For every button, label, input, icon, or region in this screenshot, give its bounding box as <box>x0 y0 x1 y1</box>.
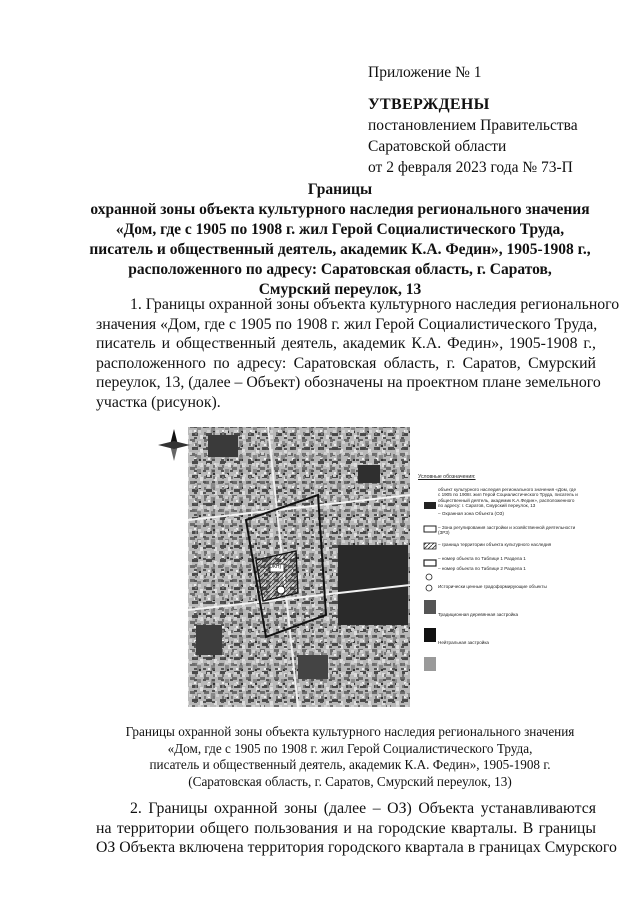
legend-item: – номер объекта по Таблице 1 Раздела 1 <box>438 555 526 561</box>
approval-block <box>368 62 578 178</box>
paragraph-line: писатель и общественный деятель, академик К.А. Федин», 1905-1908 г., <box>96 335 596 353</box>
paragraph-line: ОЗ Объекта включена территория городского квартала в границах Смурского <box>96 839 617 857</box>
paragraph-2 <box>96 799 617 858</box>
legend-item: – номер объекта по Таблице 2 Раздела 1 <box>438 565 526 571</box>
legend-title: Условные обозначения: <box>418 474 476 480</box>
caption-line: Границы охранной зоны объекта культурного наследия регионального значения <box>125 724 575 739</box>
approval-line-1: постановлением Правительства <box>368 117 578 134</box>
paragraph-1 <box>96 295 620 413</box>
legend-item: объект культурного наследия регионального значения «Дом, где с 1905 по 1908г. жил Герой Социалистического Труда, писатель и общественный деятель, академик К.А.Федин», расположенного по адресу: г. Саратов, Смурский переулок, 13 <box>438 486 578 508</box>
appendix-label: Приложение № 1 <box>368 64 482 81</box>
legend-item: Традиционная деревянная застройка <box>438 611 519 617</box>
caption-line: «Дом, где с 1905 по 1908 г. жил Герой Социалистического Труда, <box>167 740 533 756</box>
approval-line-2: Саратовской области <box>368 138 507 155</box>
figure-caption <box>100 724 600 790</box>
legend-item: – граница территории объекта культурного наследия <box>438 541 552 547</box>
title-line: писатель и общественный деятель, академик К.А. Федин», 1905-1908 г., <box>89 241 591 258</box>
object-marker <box>277 586 285 594</box>
map-object-label: Z:(ОКН) <box>263 564 282 570</box>
legend-item: Нейтральная застройка <box>438 639 489 645</box>
legend-item: – Охранная зона Объекта (ОЗ) <box>438 510 504 516</box>
paragraph-line: переулок, 13, (далее – Объект) обозначены на проектном плане земельного <box>96 374 601 392</box>
title-line: охранной зоны объекта культурного наследия регионального значения <box>90 201 590 218</box>
title-line: расположенного по адресу: Саратовская область, г. Саратов, <box>128 261 552 278</box>
caption-line: писатель и общественный деятель, академик К.А. Федин», 1905-1908 г. <box>149 757 551 772</box>
map-legend <box>418 475 578 650</box>
paragraph-line: на территории общего пользования и на городские кварталы. В границы <box>96 819 596 837</box>
north-arrow-icon <box>158 429 190 461</box>
legend-item: – Зона регулирования застройки и хозяйственной деятельности (ЗРЗ) <box>438 524 576 535</box>
approval-line-3: от 2 февраля 2023 года № 73-П <box>368 159 573 176</box>
paragraph-line: участка (рисунок). <box>96 393 221 411</box>
paragraph-line: 1. Границы охранной зоны объекта культурного наследия регионального <box>130 296 620 313</box>
site-plan-figure <box>148 425 580 710</box>
caption-line: (Саратовская область, г. Саратов, Смурский переулок, 13) <box>188 773 512 789</box>
legend-item: Исторически ценные градоформирующие объекты <box>438 583 547 589</box>
title-line: Смурский переулок, 13 <box>258 281 422 298</box>
paragraph-line: значения «Дом, где с 1905 по 1908 г. жил Герой Социалистического Труда, <box>96 315 598 333</box>
paragraph-line: 2. Границы охранной зоны (далее – ОЗ) Объекта устанавливаются <box>130 800 596 817</box>
paragraph-line: расположенного по адресу: Саратовская область, г. Саратов, Смурский <box>96 354 596 372</box>
document-title <box>70 180 610 300</box>
approved-heading: УТВЕРЖДЕНЫ <box>368 96 490 113</box>
title-line: «Дом, где с 1905 по 1908 г. жил Герой Социалистического Труда, <box>115 221 565 238</box>
title-line: Границы <box>307 181 373 198</box>
